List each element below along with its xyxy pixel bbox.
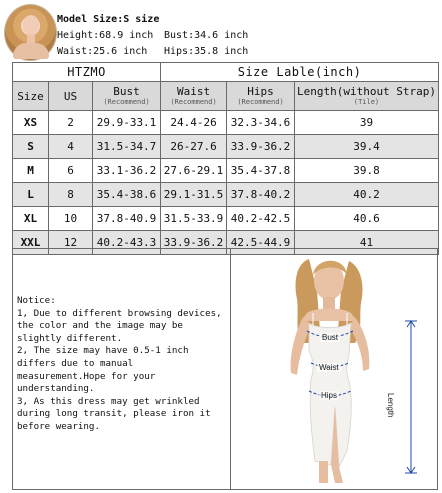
cell-size: XL xyxy=(13,207,49,231)
avatar-face xyxy=(23,15,39,35)
cell-us: 6 xyxy=(49,159,93,183)
hips-label: Hips xyxy=(321,391,338,400)
header-hips: Hips (Recommend) xyxy=(227,82,295,111)
cell-us: 2 xyxy=(49,111,93,135)
cell-waist: 31.5-33.9 xyxy=(161,207,227,231)
cell-hips: 40.2-42.5 xyxy=(227,207,295,231)
notice-text: Notice: 1, Due to different browsing devices, the color and the image may be slightly different. 2, The size may have 0.5-1 inch differs due to manual measurement.Hope for your understanding. 3, As this dress may get wrinkled during long transit, please iron it before wearing. xyxy=(17,295,222,432)
avatar-shoulders xyxy=(13,43,49,59)
waist-label: Waist xyxy=(319,363,339,372)
cell-hips: 32.3-34.6 xyxy=(227,111,295,135)
cell-size: L xyxy=(13,183,49,207)
table-row xyxy=(13,111,439,135)
cell-waist: 27.6-29.1 xyxy=(161,159,227,183)
cell-size: XXL xyxy=(13,231,49,255)
cell-bust: 33.1-36.2 xyxy=(93,159,161,183)
cell-hips: 35.4-37.8 xyxy=(227,159,295,183)
header-us: US xyxy=(49,82,93,111)
avatar-neck xyxy=(27,34,35,44)
header-bust: Bust (Recommend) xyxy=(93,82,161,111)
cell-length: 39.4 xyxy=(295,135,439,159)
cell-hips: 37.8-40.2 xyxy=(227,183,295,207)
cell-hips: 33.9-36.2 xyxy=(227,135,295,159)
cell-us: 8 xyxy=(49,183,93,207)
cell-length: 39.8 xyxy=(295,159,439,183)
cell-bust: 29.9-33.1 xyxy=(93,111,161,135)
table-row xyxy=(13,183,439,207)
cell-us: 12 xyxy=(49,231,93,255)
cell-length: 39 xyxy=(295,111,439,135)
header-size: Size xyxy=(13,82,49,111)
size-label-title: Size Lable(inch) xyxy=(161,63,439,82)
table-header-row xyxy=(13,82,439,111)
model-avatar xyxy=(4,4,57,61)
table-row xyxy=(13,135,439,159)
cell-waist: 26-27.6 xyxy=(161,135,227,159)
table-title-row xyxy=(13,63,439,82)
model-height: Height:68.9 inch xyxy=(57,30,154,41)
cell-length: 41 xyxy=(295,231,439,255)
cell-waist: 24.4-26 xyxy=(161,111,227,135)
length-label: Length xyxy=(386,393,395,418)
model-hips: Hips:35.8 inch xyxy=(164,46,249,57)
table-row xyxy=(13,159,439,183)
bust-label: Bust xyxy=(322,333,339,342)
cell-length: 40.6 xyxy=(295,207,439,231)
cell-bust: 37.8-40.9 xyxy=(93,207,161,231)
cell-bust: 40.2-43.3 xyxy=(93,231,161,255)
bottom-panel xyxy=(12,248,438,490)
model-waist: Waist:25.6 inch xyxy=(57,46,148,57)
cell-length: 40.2 xyxy=(295,183,439,207)
cell-waist: 33.9-36.2 xyxy=(161,231,227,255)
cell-size: M xyxy=(13,159,49,183)
cell-us: 10 xyxy=(49,207,93,231)
table-row xyxy=(13,207,439,231)
measurement-figure xyxy=(237,251,435,487)
cell-bust: 31.5-34.7 xyxy=(93,135,161,159)
brand-name: HTZMO xyxy=(13,63,161,82)
size-table xyxy=(12,62,439,255)
header-length: Length(without Strap) (Tile) xyxy=(295,82,439,111)
cell-bust: 35.4-38.6 xyxy=(93,183,161,207)
model-size-title: Model Size:S size xyxy=(57,14,160,25)
model-bust: Bust:34.6 inch xyxy=(164,30,249,41)
cell-size: S xyxy=(13,135,49,159)
cell-hips: 42.5-44.9 xyxy=(227,231,295,255)
panel-divider xyxy=(230,249,231,489)
cell-size: XS xyxy=(13,111,49,135)
header-waist: Waist (Recommend) xyxy=(161,82,227,111)
cell-waist: 29.1-31.5 xyxy=(161,183,227,207)
cell-us: 4 xyxy=(49,135,93,159)
